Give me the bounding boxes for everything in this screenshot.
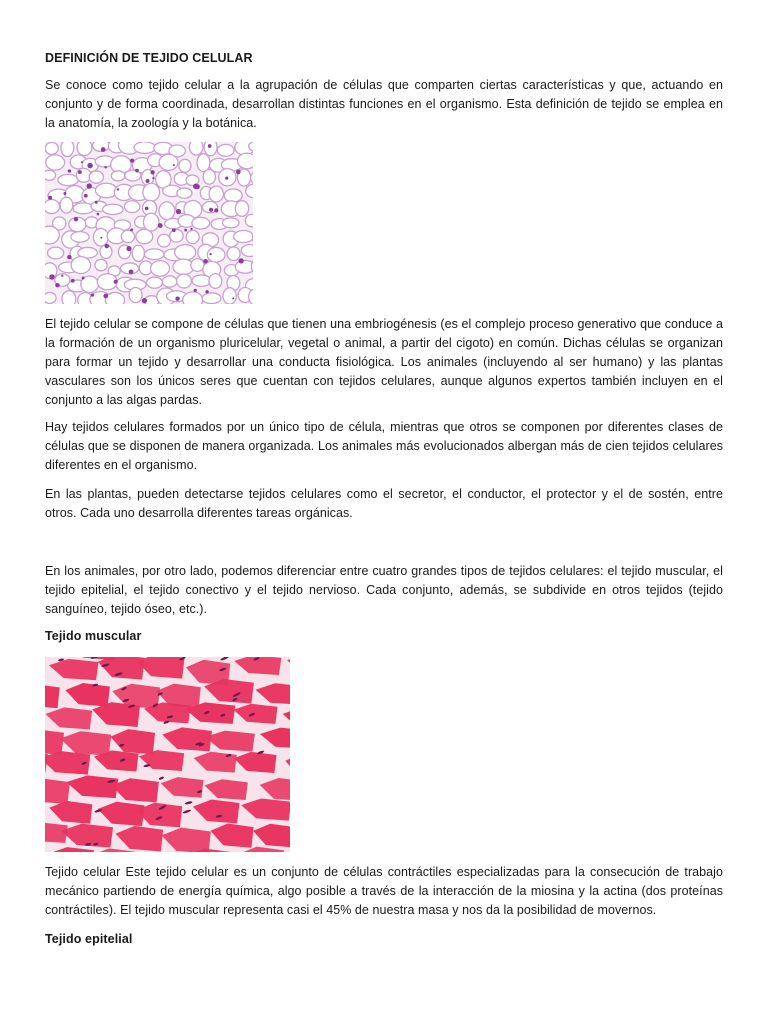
intro-paragraph: Se conoce como tejido celular a la agrupación de células que comparten ciertas características y que, actuando en conjunto y de forma coordinada, desarrollan distintas funciones en el organismo. Esta definición de tejido se emplea en la anatomía, la zoología y la botánica.	[45, 78, 723, 130]
adipose-tissue-image	[45, 142, 253, 304]
animal-tissues-paragraph: En los animales, por otro lado, podemos diferenciar entre cuatro grandes tipos de tejidos celulares: el tejido muscular, el tejido epitelial, el tejido conectivo y el tejido nervioso. Cada conjunto, además, se subdivide en otros tejidos (tejido sanguíneo, tejido óseo, etc.).	[45, 564, 723, 616]
embryogenesis-paragraph: El tejido celular se compone de células que tienen una embriogénesis (es el complejo proceso generativo que conduce a la formación de un organismo pluricelular, vegetal o animal, a partir del cigoto) en común. Dichas células se organizan para formar un tejido y desarrollar una conducta fisiológica. Los animales (incluyendo al ser humano) y las plantas vasculares son los únicos seres que cuentan con tejidos celulares, aunque algunos expertos también incluyen en el conjunto a las algas pardas.	[45, 317, 723, 407]
adipose-tissue-micrograph-icon	[45, 142, 253, 304]
section-heading-epitelial: Tejido epitelial	[45, 932, 133, 946]
cell-types-paragraph: Hay tejidos celulares formados por un único tipo de célula, mientras que otros se componen por diferentes clases de células que se disponen de manera organizada. Los animales más evolucionados albergan más de cien tejidos celulares diferentes en el organismo.	[45, 420, 723, 472]
muscle-tissue-micrograph-icon	[45, 657, 290, 852]
muscle-tissue-image	[45, 657, 290, 852]
document-title: DEFINICIÓN DE TEJIDO CELULAR	[45, 51, 253, 65]
plant-tissues-paragraph: En las plantas, pueden detectarse tejidos celulares como el secretor, el conductor, el protector y el de sostén, entre otros. Cada uno desarrolla diferentes tareas orgánicas.	[45, 487, 723, 520]
muscle-description-paragraph: Tejido celular Este tejido celular es un conjunto de células contráctiles especializadas para la consecución de trabajo mecánico partiendo de energía química, algo posible a través de la interacción de la miosina y la actina (dos proteínas contráctiles). El tejido muscular representa casi el 45% de nuestra masa y nos da la posibilidad de movernos.	[45, 865, 723, 917]
section-heading-muscular: Tejido muscular	[45, 629, 142, 643]
